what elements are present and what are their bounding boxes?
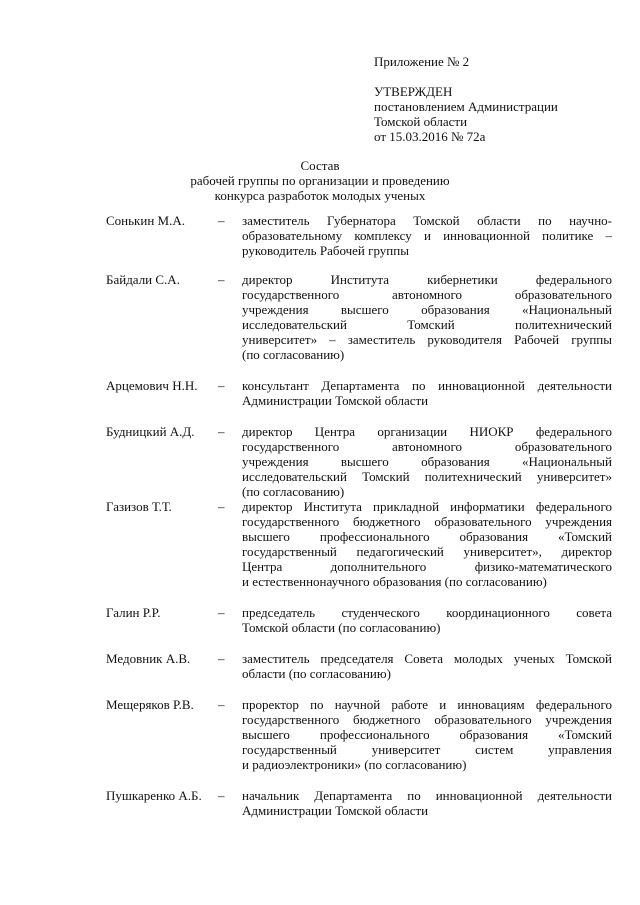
description-line: высшего профессионального образования «Томский xyxy=(242,727,612,742)
member-row xyxy=(106,651,612,681)
approval-stamp xyxy=(374,84,624,144)
description-line: учреждения высшего образования «Национальный xyxy=(242,302,612,317)
member-dash: – xyxy=(218,499,225,514)
description-line: заместитель председателя Совета молодых ученых Томской xyxy=(242,651,612,666)
description-line: директор Института прикладной информатики федерального xyxy=(242,499,612,514)
member-dash: – xyxy=(218,424,225,439)
description-line: исследовательский Томский политехнический университет» xyxy=(242,469,612,484)
appendix-label: Приложение № 2 xyxy=(374,54,470,69)
member-dash: – xyxy=(218,272,225,287)
approval-line: от 15.03.2016 № 72а xyxy=(374,129,486,144)
description-line: государственного бюджетного образовательного учреждения xyxy=(242,712,612,727)
member-dash: – xyxy=(218,213,225,228)
member-name: Медовник А.В. xyxy=(106,651,191,666)
description-line: (по согласованию) xyxy=(242,347,345,362)
description-line: университет» – заместитель руководителя Рабочей группы xyxy=(242,332,612,347)
title-line: конкурса разработок молодых ученых xyxy=(214,188,426,203)
member-description xyxy=(242,272,612,362)
member-row xyxy=(106,213,612,258)
member-description xyxy=(242,788,612,818)
approval-line: Томской области xyxy=(374,114,468,129)
member-dash: – xyxy=(218,788,225,803)
member-row xyxy=(106,605,612,635)
description-line: учреждения высшего образования «Национальный xyxy=(242,454,612,469)
description-line: Администрации Томской области xyxy=(242,803,429,818)
description-line: Администрации Томской области xyxy=(242,393,429,408)
description-line: государственного бюджетного образовательного учреждения xyxy=(242,514,612,529)
member-row xyxy=(106,499,612,589)
description-line: высшего профессионального образования «Томский xyxy=(242,529,612,544)
description-line: Томской области (по согласованию) xyxy=(242,620,441,635)
description-line: директор Института кибернетики федерального xyxy=(242,272,612,287)
member-row xyxy=(106,424,612,499)
description-line: государственного автономного образовательного xyxy=(242,287,612,302)
description-line: заместитель Губернатора Томской области по научно- xyxy=(242,213,612,228)
member-dash: – xyxy=(218,605,225,620)
description-line: государственный университет систем управления xyxy=(242,742,612,757)
member-description xyxy=(242,605,612,635)
member-name: Пушкаренко А.Б. xyxy=(106,788,202,803)
member-name: Мещеряков Р.В. xyxy=(106,697,194,712)
member-description xyxy=(242,378,612,408)
member-dash: – xyxy=(218,651,225,666)
title-line: Состав xyxy=(300,158,340,173)
approval-line: УТВЕРЖДЕН xyxy=(374,84,453,99)
members-list xyxy=(106,213,612,834)
member-description xyxy=(242,697,612,772)
member-description xyxy=(242,213,612,258)
member-name: Галин Р.Р. xyxy=(106,605,161,620)
member-description xyxy=(242,499,612,589)
member-dash: – xyxy=(218,697,225,712)
description-line: консультант Департамента по инновационной деятельности xyxy=(242,378,612,393)
description-line: проректор по научной работе и инновациям федерального xyxy=(242,697,612,712)
member-row xyxy=(106,788,612,818)
member-name: Арцемович Н.Н. xyxy=(106,378,198,393)
member-row xyxy=(106,272,612,362)
member-description xyxy=(242,651,612,681)
member-name: Сонькин М.А. xyxy=(106,213,185,228)
member-name: Будницкий А.Д. xyxy=(106,424,195,439)
description-line: государственного автономного образовательного xyxy=(242,439,612,454)
description-line: исследовательский Томский политехнический xyxy=(242,317,612,332)
description-line: председатель студенческого координационного совета xyxy=(242,605,612,620)
description-line: и радиоэлектроники» (по согласованию) xyxy=(242,757,467,772)
description-line: области (по согласованию) xyxy=(242,666,391,681)
approval-line: постановлением Администрации xyxy=(374,99,558,114)
description-line: образовательному комплексу и инновационной политике – xyxy=(242,228,612,243)
title-line: рабочей группы по организации и проведению xyxy=(190,173,450,188)
description-line: Центра дополнительного физико-математического xyxy=(242,559,612,574)
description-line: директор Центра организации НИОКР федерального xyxy=(242,424,612,439)
member-row xyxy=(106,697,612,772)
document-title xyxy=(150,158,490,203)
description-line: (по согласованию) xyxy=(242,484,345,499)
description-line: и естественнонаучного образования (по согласованию) xyxy=(242,574,547,589)
description-line: начальник Департамента по инновационной деятельности xyxy=(242,788,612,803)
member-dash: – xyxy=(218,378,225,393)
description-line: государственный педагогический университет», директор xyxy=(242,544,612,559)
description-line: руководитель Рабочей группы xyxy=(242,243,409,258)
member-row xyxy=(106,378,612,408)
member-name: Байдали С.А. xyxy=(106,272,180,287)
member-description xyxy=(242,424,612,499)
member-name: Газизов Т.Т. xyxy=(106,499,172,514)
